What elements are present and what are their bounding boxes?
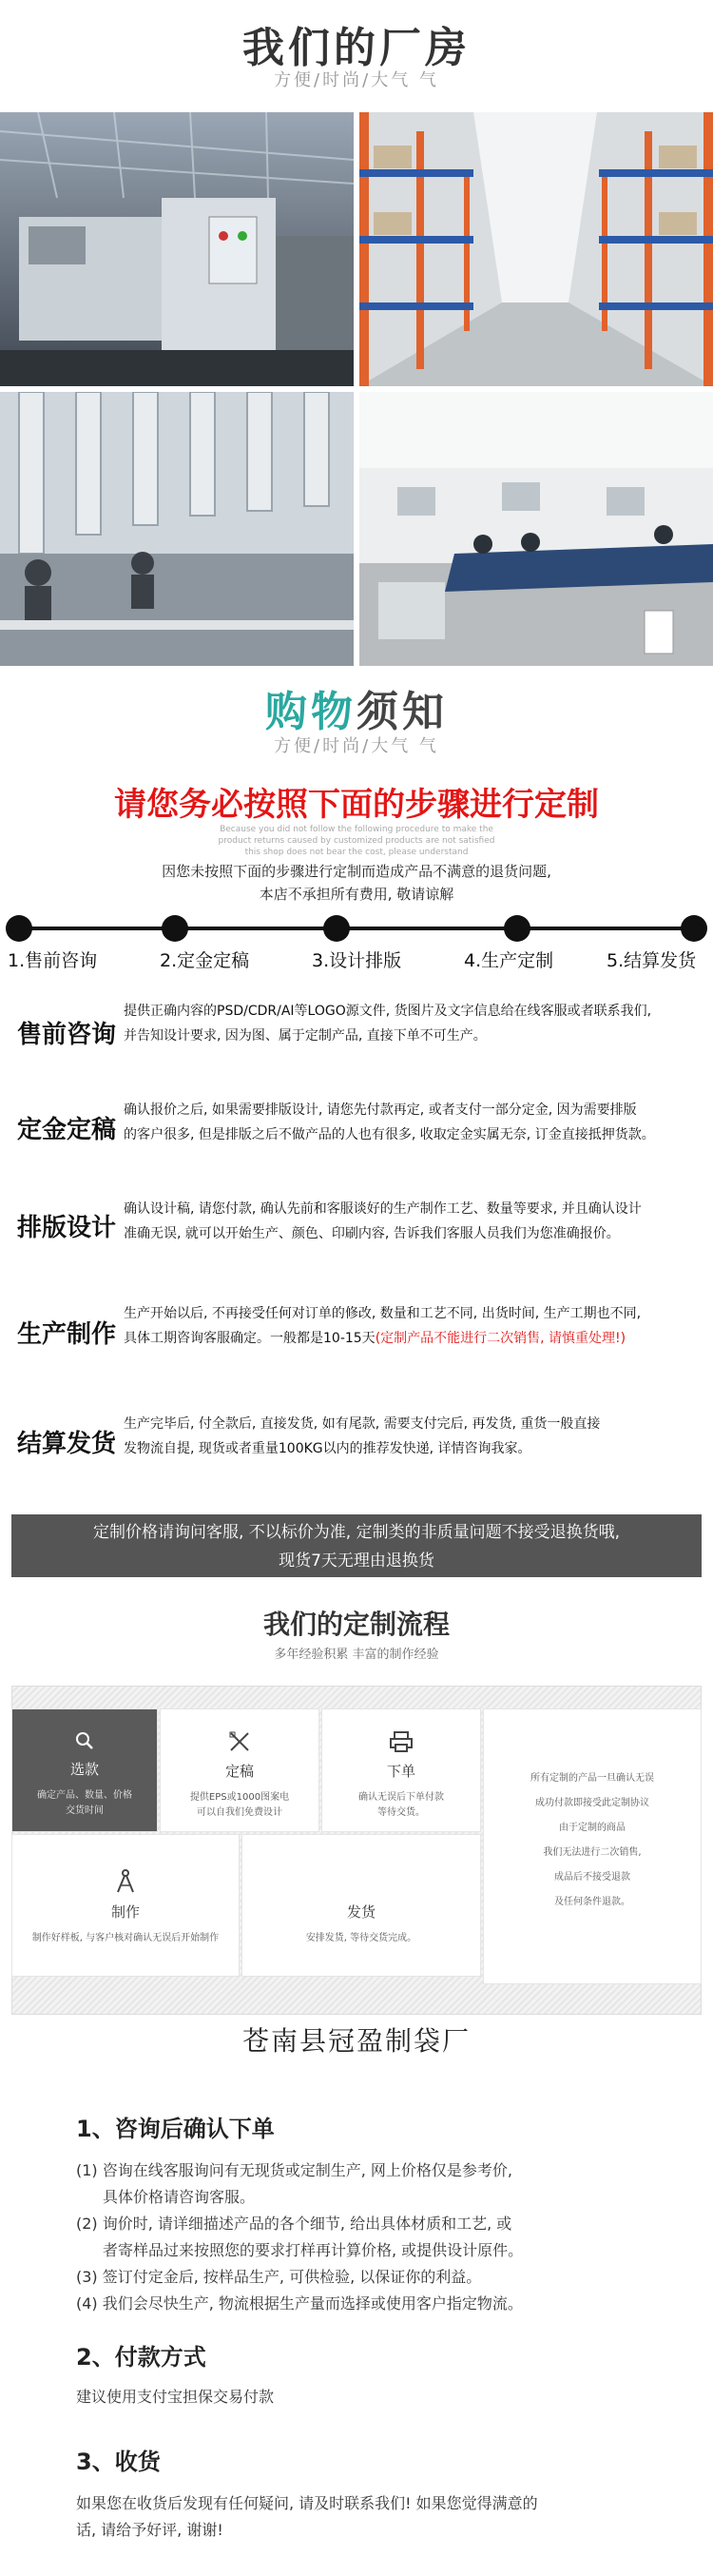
step-text-consult [124,999,705,1048]
policy-line: 现货7天无理由退换货 [279,1551,434,1571]
terms-line: 我们无法进行二次销售, [543,1847,642,1858]
flow-card-produce [11,1834,240,1977]
body-line: (2) 询价时, 请详细描述产品的各个细节, 给出具体材质和工艺, 或 [76,2215,512,2233]
policy-line: 定制价格请询问客服, 不以标价为准, 定制类的非质量问题不接受退换货哦, [92,1523,621,1542]
body-line: (3) 签订付定金后, 按样品生产, 可供检验, 以保证你的利益。 [76,2268,482,2286]
timeline-label: 1.售前咨询 [8,950,98,971]
flow-terms-text [484,1766,701,1915]
desc-line: 安排发货, 等待交货完成。 [305,1933,417,1943]
desc-line: 确定产品、数量、价格 [37,1790,132,1801]
terms-line: 所有定制的产品一旦确认无误 [530,1773,654,1784]
step-line: 生产完毕后, 付全款后, 直接发货, 如有尾款, 需要支付完后, 再发货, 重货一般直接 [124,1416,601,1432]
desc-line: 交货时间 [66,1805,104,1816]
timeline-dot [504,915,530,942]
compass-icon [115,1869,136,1894]
timeline-dot [323,915,350,942]
step-line: 准确无误, 就可以开始生产、颜色、印刷内容, 告诉我们客服人员我们为您准确报价。 [124,1226,620,1241]
step-title-production: 生产制作 [17,1320,117,1349]
body-line: (4) 我们会尽快生产, 物流根据生产量而选择或使用客户指定物流。 [76,2294,523,2313]
body-line: 建议使用支付宝担保交易付款 [76,2388,275,2406]
section-body-receipt [76,2490,646,2544]
flow-card-ship [241,1834,481,1977]
timeline-dot [6,915,32,942]
step-line: 确认设计稿, 请您付款, 确认先前和客服谈好的生产制作工艺、数量等要求, 并且确认设计 [124,1201,642,1217]
terms-line: 及任何条件退款。 [554,1897,630,1907]
search-icon [74,1730,95,1751]
notice-title-part1: 购物 [265,688,356,736]
timeline-label: 2.定金定稿 [160,950,250,971]
company-name: 苍南县冠盈制袋厂 [241,2025,471,2057]
step-text-layout [124,1197,705,1246]
english-line: this shop does not bear the cost, please understand [244,848,469,857]
flow-title: 我们的定制流程 [262,1609,450,1640]
step-text-production [124,1301,705,1351]
section-heading-payment: 2、付款方式 [76,2344,206,2371]
flow-card-select [11,1708,158,1832]
section-body-order [76,2157,646,2317]
step-title-deposit: 定金定稿 [17,1116,117,1144]
timeline-label: 3.设计排版 [312,950,402,971]
terms-line: 成功付款即接受此定制协议 [535,1798,649,1808]
factory-photo-machinery [0,112,354,386]
flow-card-design [160,1708,319,1832]
notice-subtitle: 方便/时尚/大气 气 [274,736,439,756]
timeline-dot [162,915,188,942]
english-line: Because you did not follow the following procedure to make the [220,825,493,834]
flow-card-desc [322,1790,480,1821]
body-line: 者寄样品过来按照您的要求打样再计算价格, 或提供设计原件。 [103,2241,524,2259]
section-heading-order: 1、咨询后确认下单 [76,2116,275,2142]
desc-line: 提供EPS或1000图案电 [189,1792,290,1803]
body-line: 话, 请给予好评, 谢谢! [76,2521,223,2539]
desc-line: 等待交货。 [377,1807,425,1818]
english-line: product returns caused by customized products are not satisfied [218,836,495,846]
factory-photo-warehouse [359,112,713,386]
desc-line: 制作好样板, 与客户核对确认无误后开始制作 [31,1933,220,1943]
flow-subtitle: 多年经验积累 丰富的制作经验 [274,1648,439,1662]
step-title-consult: 售前咨询 [17,1021,117,1049]
pricing-policy-bar [11,1514,702,1577]
notice-english-text [0,824,713,858]
pencil-ruler-icon [228,1730,251,1753]
step-line [124,1326,705,1351]
desc-line: 可以自我们免费设计 [197,1807,282,1818]
flow-card-label: 发货 [346,1903,376,1921]
flow-card-label: 下单 [386,1763,415,1780]
factory-photo-workshop [0,392,354,666]
printer-icon [389,1730,414,1753]
notice-headline: 请您务必按照下面的步骤进行定制 [114,786,599,824]
terms-line: 成品后不接受退款 [554,1872,630,1883]
section-heading-receipt: 3、收货 [76,2449,161,2475]
step-title-shipping: 结算发货 [17,1430,117,1458]
body-line: 如果您在收货后发现有任何疑问, 请及时联系我们! 如果您觉得满意的 [76,2494,538,2512]
disclaimer-line: 因您未按照下面的步骤进行定制而造成产品不满意的退货问题, [162,863,551,880]
step-text-shipping [124,1412,705,1461]
flow-card-label: 制作 [110,1903,140,1921]
desc-line: 确认无误后下单付款 [358,1792,444,1803]
timeline-label: 5.结算发货 [607,950,697,971]
disclaimer-line: 本店不承担所有费用, 敬请谅解 [259,886,454,903]
step-line-text: 具体工期咨询客服确定。一般都是10-15天 [124,1331,376,1346]
step-line: 确认报价之后, 如果需要排版设计, 请您先付款再定, 或者支付一部分定金, 因为需要排版 [124,1103,637,1118]
timeline-line [11,927,702,930]
section-body-payment [76,2384,646,2410]
step-title-layout: 排版设计 [17,1214,117,1242]
body-line: (1) 咨询在线客服询问有无现货或定制生产, 网上价格仅是参考价, [76,2161,513,2179]
flow-card-label: 选款 [69,1761,99,1778]
resale-warning: (定制产品不能进行二次销售, 请慎重处理!) [375,1331,626,1346]
flow-card-desc [12,1931,239,1946]
step-line: 的客户很多, 但是排版之后不做产品的人也有很多, 收取定金实属无奈, 订金直接抵押货款。 [124,1127,655,1142]
step-line: 发物流自提, 现货或者重量100KG以内的推荐发快递, 详情咨询我家。 [124,1441,531,1456]
step-line: 提供正确内容的PSD/CDR/AI等LOGO源文件, 货图片及文字信息给在线客服或者联系我们, [124,1004,652,1019]
notice-title [0,677,713,738]
step-line: 并告知设计要求, 因为图、属于定制产品, 直接下单不可生产。 [124,1028,487,1044]
terms-line: 由于定制的商品 [559,1823,626,1833]
factory-photo-production-hall [359,392,713,666]
notice-disclaimer [0,860,713,906]
flow-card-order [321,1708,481,1832]
flow-card-desc [12,1788,157,1819]
body-line: 具体价格请咨询客服。 [103,2188,256,2206]
timeline-label: 4.生产定制 [464,950,554,971]
flow-terms-card [483,1708,702,1984]
timeline-dot [681,915,707,942]
factory-subtitle: 方便/时尚/大气 气 [274,70,439,90]
notice-title-part2: 须知 [356,688,448,736]
flow-card-label: 定稿 [224,1763,254,1780]
factory-title: 我们的厂房 [242,24,471,72]
step-text-deposit [124,1098,705,1147]
flow-card-desc [161,1790,318,1821]
flow-card-desc [242,1931,480,1946]
step-line: 生产开始以后, 不再接受任何对订单的修改, 数量和工艺不同, 出货时间, 生产工期也不同, [124,1306,642,1321]
